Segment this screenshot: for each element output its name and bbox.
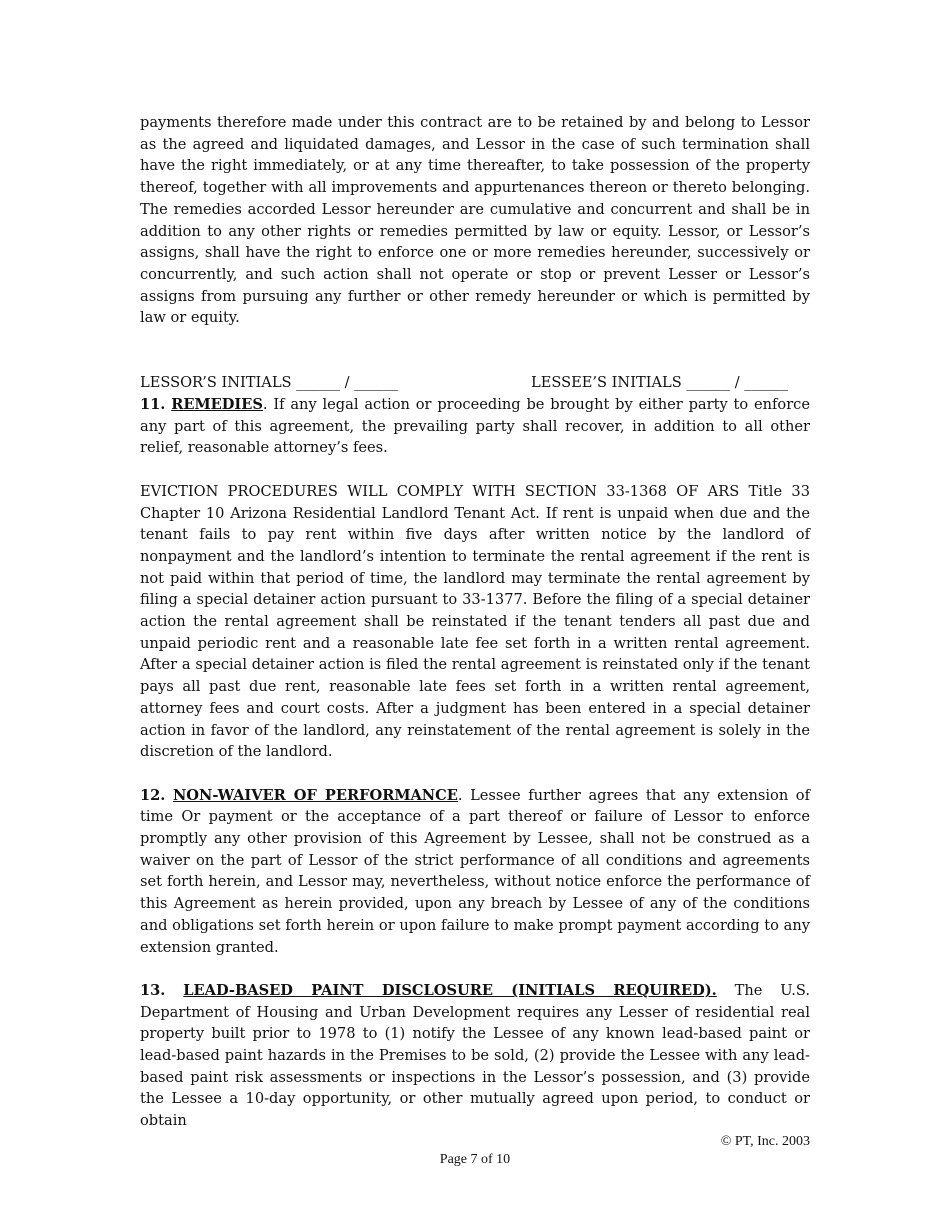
section-13-heading: LEAD-BASED PAINT DISCLOSURE (INITIALS REQUIRED).	[183, 981, 717, 999]
section-12-text: . Lessee further agrees that any extension of time Or payment or the acceptance of a part thereof or failure of Lessor to enforce promptly any other provision of this Agreement by Lessee, shall not be construed as a waiver on the part of Lessor of the strict performance of all conditions and agreements set forth herein, and Lessor may, nevertheless, without notice enforce the performance of this Agreement as herein provided, upon any breach by Lessee of any of the conditions and obligations set forth herein or upon failure to make prompt payment according to any extension granted.	[140, 786, 810, 956]
lessor-initials: LESSOR’S INITIALS ______ / ______	[140, 374, 398, 392]
document-body	[140, 112, 810, 1132]
section-13-lead-paint	[140, 980, 810, 1132]
lessee-initials: LESSEE’S INITIALS ______ / ______	[531, 374, 789, 392]
section-13-number: 13.	[140, 981, 166, 999]
section-11-text: . If any legal action or proceeding be brought by either party to enforce any part of this agreement, the prevailing party shall recover, in addition to all other relief, reasonable attorney’s fees.	[140, 396, 810, 457]
initials-row	[140, 372, 810, 394]
page-number: Page 7 of 10	[439, 1152, 511, 1167]
continuation-paragraph: payments therefore made under this contract are to be retained by and belong to Lessor as the agreed and liquidated damages, and Lessor in the case of such termination shall have the right immediately, or at any time thereafter, to take possession of the property thereof, together with all improvements and appurtenances thereon or thereto belonging. The remedies accorded Lessor hereunder are cumulative and concurrent and shall be in addition to any other rights or remedies permitted by law or equity. Lessor, or Lessor’s assigns, shall have the right to enforce one or more remedies hereunder, successively or concurrently, and such action shall not operate or stop or prevent Lesser or Lessor’s assigns from pursuing any further or other remedy hereunder or which is permitted by law or equity.	[140, 114, 810, 327]
copyright-notice: © PT, Inc. 2003	[720, 1134, 810, 1149]
section-11-remedies	[140, 394, 810, 459]
section-11-number: 11.	[140, 396, 166, 414]
section-12-number: 12.	[140, 786, 166, 804]
section-13-text: The U.S. Department of Housing and Urban Development requires any Lesser of residential real property built prior to 1978 to (1) notify the Lessee of any known lead-based paint or lead-based paint hazards in the Premises to be sold, (2) provide the Lessee with any lead-based paint risk assessments or inspections in the Lessor’s possession, and (3) provide the Lessee a 10-day opportunity, or other mutually agreed upon period, to conduct or obtain	[140, 981, 811, 1130]
section-12-non-waiver	[140, 785, 810, 959]
eviction-procedures-paragraph: EVICTION PROCEDURES WILL COMPLY WITH SECTION 33-1368 OF ARS Title 33 Chapter 10 Arizona Residential Landlord Tenant Act. If rent is unpaid when due and the tenant fails to pay rent within five days after written notice by the landlord of nonpayment and the landlord’s intention to terminate the rental agreement if the rent is not paid within that period of time, the landlord may terminate the rental agreement by filing a special detainer action pursuant to 33-1377. Before the filing of a special detainer action the rental agreement shall be reinstated if the tenant tenders all past due and unpaid periodic rent and a reasonable late fee set forth in a written rental agreement. After a special detainer action is filed the rental agreement is reinstated only if the tenant pays all past due rent, reasonable late fees set forth in a written rental agreement, attorney fees and court costs. After a judgment has been entered in a special detainer action in favor of the landlord, any reinstatement of the rental agreement is solely in the discretion of the landlord.	[140, 482, 810, 761]
section-11-heading: REMEDIES	[171, 396, 263, 414]
section-12-heading: NON-WAIVER OF PERFORMANCE	[172, 786, 458, 804]
